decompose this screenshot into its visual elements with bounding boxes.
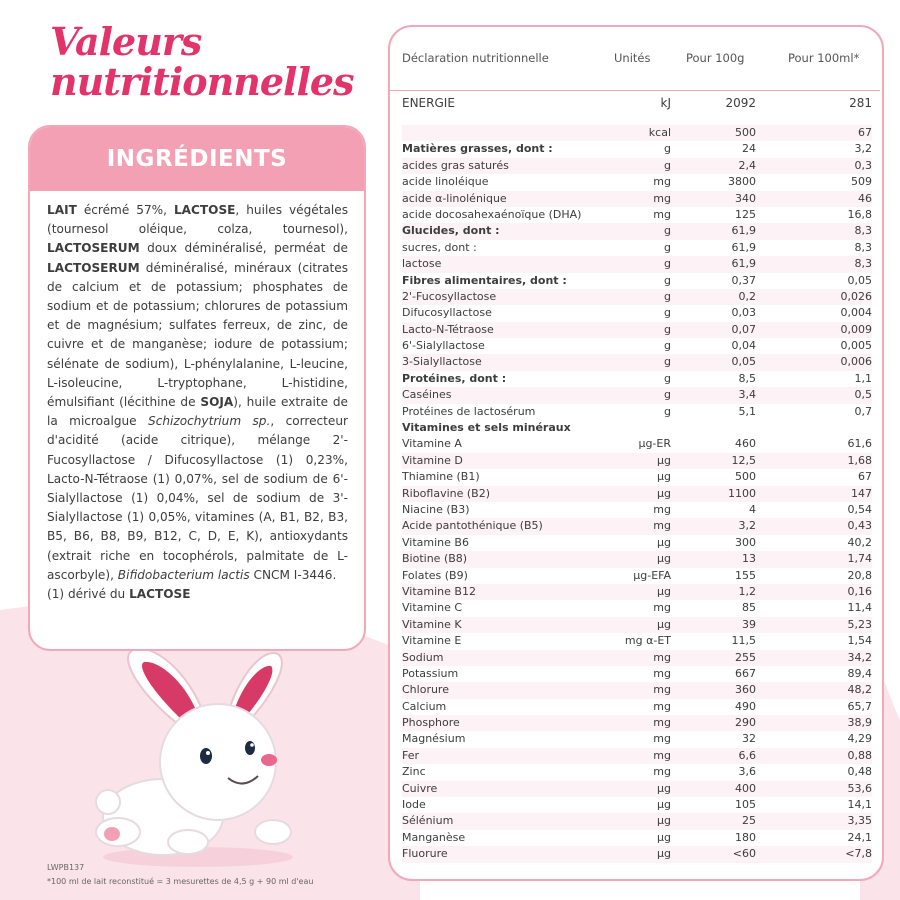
cell-per-100ml: 0,009 (840, 322, 872, 336)
header-100g: Pour 100g (686, 51, 745, 65)
ingredient-text: , huiles végétales (tournesol oléique, colza, tournesol), (47, 203, 348, 237)
cell-per-100g: 5,1 (738, 404, 756, 418)
table-row (402, 731, 872, 747)
ingredient-text: , correcteur d'acidité (acide citrique), mélange 2'-Fucosyllactose / Difucosyllactose (1) 0,23%, Lacto-N-Tétraose (1) 0,07%, sel de sodium de 6'-Sialyllactose (1) 0,04%, sel de sodium de 3'-Sialyllactose (1) 0,05%, vitamines (A, B1, B2, B3, B5, B6, B8, B9, B12, C, D, E, K), antioxydants (extrait riche en tocophérols, palmitate de L-ascorbyle), (47, 414, 348, 582)
cell-per-100g: 24 (742, 142, 756, 156)
cell-per-100ml: 0,88 (847, 748, 872, 762)
cell-per-100ml: 67 (858, 126, 872, 139)
row-shade (402, 715, 872, 731)
cell-nutrient: Niacine (B3) (402, 502, 470, 516)
table-row (402, 617, 872, 633)
cell-nutrient: 2'-Fucosyllactose (402, 289, 497, 303)
cell-nutrient: Potassium (402, 666, 459, 680)
ingredient-bold: LACTOSE (173, 203, 236, 217)
cell-unit: µg (657, 453, 671, 467)
title-line-1: Valeurs (50, 19, 202, 64)
cell-per-100g: 3800 (728, 175, 756, 189)
cell-per-100g: 39 (742, 617, 756, 631)
cell-unit: kJ (660, 96, 671, 110)
cell-nutrient: acides gras saturés (402, 158, 509, 172)
cell-per-100ml: <7,8 (845, 847, 872, 861)
title-line-2: nutritionnelles (50, 59, 354, 104)
cell-unit: g (664, 257, 671, 271)
page-title (50, 19, 354, 104)
row-shade (402, 453, 872, 469)
ingredient-text: CNCM I-3446. (249, 567, 337, 582)
cell-unit: g (664, 240, 671, 254)
cell-nutrient: lactose (402, 257, 442, 271)
cell-unit: µg (657, 847, 671, 861)
cell-per-100ml: 0,004 (840, 306, 872, 320)
cell-per-100ml: 1,1 (854, 371, 872, 385)
cell-nutrient: Vitamine B6 (402, 535, 469, 549)
cell-per-100ml: 16,8 (847, 207, 872, 221)
cell-unit: kcal (648, 126, 671, 139)
cell-nutrient: Cuivre (402, 781, 438, 795)
cell-per-100g: 180 (735, 830, 756, 844)
cell-unit: g (664, 371, 671, 385)
table-row (402, 666, 872, 682)
cell-unit: mg (653, 683, 671, 697)
ingredient-bold: SOJA (200, 395, 234, 410)
row-shade (402, 846, 872, 862)
cell-nutrient: Difucosyllactose (402, 306, 492, 320)
cell-per-100ml: 0,005 (840, 339, 872, 353)
table-row (402, 404, 872, 420)
nutrition-table-card (388, 25, 884, 881)
cell-nutrient: Vitamine A (402, 437, 462, 451)
row-shade (402, 617, 872, 633)
cell-per-100ml: 53,6 (847, 781, 872, 795)
cell-per-100ml: 89,4 (847, 666, 872, 680)
ingredient-text: doux déminéralisé, perméat de (139, 241, 348, 256)
cell-unit: g (664, 273, 671, 287)
cell-per-100g: 155 (735, 568, 756, 582)
cell-per-100g: 3,2 (738, 519, 756, 533)
ingredients-paragraph (47, 201, 348, 585)
cell-per-100ml: 48,2 (847, 683, 872, 697)
cell-unit: mg (653, 732, 671, 746)
cell-nutrient: ENERGIE (402, 96, 455, 110)
cell-unit: mg (653, 650, 671, 664)
cell-nutrient: Fibres alimentaires, dont : (402, 273, 567, 287)
table-row (402, 584, 872, 600)
cell-unit: mg (653, 601, 671, 615)
cell-unit: mg (653, 191, 671, 205)
table-row (402, 158, 872, 174)
note-prefix: (1) dérivé du (47, 587, 130, 602)
cell-per-100ml: 0,16 (847, 584, 872, 598)
cell-per-100g: 500 (735, 470, 756, 484)
note-bold: LACTOSE (129, 587, 191, 602)
table-row (402, 813, 872, 829)
cell-per-100ml: 34,2 (847, 650, 872, 664)
cell-unit: g (664, 224, 671, 238)
table-row (402, 96, 872, 125)
cell-per-100g: 3,6 (738, 765, 756, 779)
cell-nutrient: Magnésium (402, 732, 466, 746)
cell-unit: g (664, 306, 671, 320)
cell-per-100ml: 3,35 (847, 814, 872, 828)
row-shade (402, 813, 872, 829)
cell-unit: µg (657, 617, 671, 631)
cell-unit: µg-EFA (633, 568, 671, 582)
cell-per-100g: 490 (735, 699, 756, 713)
cell-unit: µg-ER (638, 437, 671, 451)
cell-nutrient: Caséines (402, 388, 452, 402)
cell-per-100g: 500 (735, 126, 756, 139)
table-row (402, 715, 872, 731)
header-unit: Unités (614, 51, 651, 65)
table-row (402, 354, 872, 370)
cell-per-100ml: 5,23 (847, 617, 872, 631)
row-shade (402, 551, 872, 567)
cell-nutrient: Vitamine C (402, 601, 463, 615)
table-row (402, 781, 872, 797)
header-divider (390, 90, 880, 91)
table-row (402, 764, 872, 780)
cell-nutrient: Glucides, dont : (402, 224, 500, 238)
cell-nutrient: Biotine (B8) (402, 552, 468, 566)
cell-nutrient: sucres, dont : (402, 240, 477, 254)
cell-per-100ml: 0,7 (854, 404, 872, 418)
table-row (402, 846, 872, 862)
cell-nutrient: Lacto-N-Tétraose (402, 322, 494, 336)
table-row (402, 125, 872, 141)
cell-unit: g (664, 322, 671, 336)
ingredients-note (47, 585, 348, 604)
cell-per-100ml: 147 (851, 486, 872, 500)
table-row (402, 633, 872, 649)
ingredients-card (28, 125, 366, 651)
cell-per-100ml: 11,4 (847, 601, 872, 615)
cell-nutrient: acide linoléique (402, 175, 489, 189)
cell-unit: g (664, 404, 671, 418)
cell-nutrient: Protéines, dont : (402, 371, 507, 385)
cell-nutrient: Fluorure (402, 847, 448, 861)
table-row (402, 486, 872, 502)
ingredients-text (30, 191, 364, 604)
table-row (402, 256, 872, 272)
cell-per-100ml: 20,8 (847, 568, 872, 582)
cell-per-100g: 61,9 (731, 240, 756, 254)
cell-nutrient: Vitamine B12 (402, 584, 476, 598)
ingredients-heading: INGRÉDIENTS (106, 146, 288, 172)
table-row (402, 420, 872, 436)
product-code: LWPB137 (47, 863, 85, 872)
cell-per-100g: 667 (735, 666, 756, 680)
table-row (402, 174, 872, 190)
cell-per-100g: 0,07 (731, 322, 756, 336)
table-row (402, 797, 872, 813)
table-row (402, 682, 872, 698)
ingredient-bold: LAIT (47, 203, 77, 217)
table-row (402, 240, 872, 256)
cell-nutrient: Fer (402, 748, 420, 762)
cell-per-100ml: 67 (858, 470, 872, 484)
cell-per-100ml: 4,29 (847, 732, 872, 746)
cell-per-100g: 2092 (725, 96, 756, 110)
cell-per-100ml: 281 (849, 96, 872, 110)
cell-per-100g: 0,03 (731, 306, 756, 320)
footnote: *100 ml de lait reconstitué = 3 mesurettes de 4,5 g + 90 ml d'eau (47, 877, 314, 886)
cell-nutrient: 3-Sialyllactose (402, 355, 482, 369)
cell-unit: µg (657, 552, 671, 566)
table-row (402, 305, 872, 321)
row-shade (402, 650, 872, 666)
cell-per-100ml: 0,54 (847, 502, 872, 516)
cell-per-100g: 255 (735, 650, 756, 664)
ingredient-italic: Schizochytrium sp. (148, 414, 271, 429)
table-row (402, 207, 872, 223)
cell-unit: mg (653, 175, 671, 189)
cell-per-100ml: 8,3 (854, 240, 872, 254)
cell-nutrient: Vitamine E (402, 634, 462, 648)
cell-nutrient: Sélénium (402, 814, 454, 828)
cell-nutrient: Vitamine K (402, 617, 462, 631)
cell-nutrient: Chlorure (402, 683, 449, 697)
cell-per-100g: 300 (735, 535, 756, 549)
table-row (402, 699, 872, 715)
cell-per-100ml: 1,74 (847, 552, 872, 566)
cell-unit: g (664, 142, 671, 156)
cell-per-100g: 25 (742, 814, 756, 828)
table-row (402, 273, 872, 289)
table-row (402, 551, 872, 567)
cell-unit: g (664, 289, 671, 303)
cell-per-100g: 4 (749, 502, 756, 516)
ingredient-bold: LACTOSERUM (47, 241, 140, 256)
row-shade (402, 682, 872, 698)
cell-nutrient: acide α-linolénique (402, 191, 507, 205)
cell-nutrient: Acide pantothénique (B5) (402, 519, 543, 533)
cell-per-100ml: 509 (851, 175, 872, 189)
cell-unit: g (664, 158, 671, 172)
ingredient-text: ), huile extraite de la microalgue (47, 395, 348, 429)
cell-unit: µg (657, 535, 671, 549)
cell-per-100ml: 46 (858, 191, 872, 205)
table-row (402, 650, 872, 666)
cell-per-100g: 290 (735, 716, 756, 730)
table-row (402, 289, 872, 305)
bunny-illustration (78, 632, 328, 882)
cell-per-100g: 360 (735, 683, 756, 697)
cell-per-100ml: 0,3 (854, 158, 872, 172)
cell-per-100g: 1100 (728, 486, 756, 500)
cell-nutrient: Riboflavine (B2) (402, 486, 491, 500)
cell-per-100g: 6,6 (738, 748, 756, 762)
cell-per-100g: 340 (735, 191, 756, 205)
cell-unit: g (664, 355, 671, 369)
cell-unit: mg (653, 699, 671, 713)
cell-per-100g: 11,5 (731, 634, 756, 648)
cell-unit: mg (653, 765, 671, 779)
header-100ml: Pour 100ml* (788, 51, 860, 65)
cell-nutrient: acide docosahexaénoïque (DHA) (402, 207, 582, 221)
cell-unit: mg (653, 748, 671, 762)
nutrition-rows (402, 96, 872, 863)
cell-per-100ml: 1,54 (847, 634, 872, 648)
table-row (402, 191, 872, 207)
cell-per-100g: 8,5 (738, 371, 756, 385)
cell-nutrient: Thiamine (B1) (402, 470, 480, 484)
cell-per-100g: 400 (735, 781, 756, 795)
cell-nutrient: Manganèse (402, 830, 466, 844)
table-row (402, 469, 872, 485)
cell-per-100g: 32 (742, 732, 756, 746)
cell-unit: µg (657, 781, 671, 795)
cell-unit: mg (653, 502, 671, 516)
cell-nutrient: 6'-Sialyllactose (402, 339, 485, 353)
table-row (402, 436, 872, 452)
cell-unit: µg (657, 814, 671, 828)
table-row (402, 223, 872, 239)
cell-per-100ml: 0,05 (847, 273, 872, 287)
cell-nutrient: Phosphore (402, 716, 460, 730)
cell-per-100ml: 38,9 (847, 716, 872, 730)
cell-unit: mg (653, 207, 671, 221)
table-row (402, 387, 872, 403)
cell-per-100g: 125 (735, 207, 756, 221)
cell-unit: g (664, 339, 671, 353)
table-row (402, 322, 872, 338)
table-row (402, 518, 872, 534)
cell-unit: mg (653, 519, 671, 533)
cell-per-100g: 61,9 (731, 257, 756, 271)
ingredient-text: écrémé 57%, (76, 203, 174, 217)
cell-nutrient: Protéines de lactosérum (402, 404, 536, 418)
cell-unit: µg (657, 798, 671, 812)
cell-per-100g: 13 (742, 552, 756, 566)
cell-per-100g: 12,5 (731, 453, 756, 467)
table-row (402, 600, 872, 616)
cell-nutrient: Vitamine D (402, 453, 463, 467)
cell-nutrient: Calcium (402, 699, 447, 713)
cell-per-100ml: 3,2 (854, 142, 872, 156)
row-shade (402, 748, 872, 764)
cell-unit: µg (657, 584, 671, 598)
row-shade (402, 387, 872, 403)
cell-nutrient: Sodium (402, 650, 444, 664)
cell-unit: µg (657, 470, 671, 484)
cell-unit: mg α-ET (624, 634, 671, 648)
cell-per-100ml: 8,3 (854, 257, 872, 271)
ingredient-italic: Bifidobacterium lactis (117, 567, 250, 582)
cell-per-100ml: 0,026 (840, 289, 872, 303)
cell-nutrient: Vitamines et sels minéraux (402, 421, 571, 435)
table-row (402, 568, 872, 584)
cell-per-100ml: 0,5 (854, 388, 872, 402)
cell-per-100ml: 8,3 (854, 224, 872, 238)
cell-per-100g: 0,05 (731, 355, 756, 369)
cell-nutrient: Folates (B9) (402, 568, 468, 582)
cell-per-100g: 1,2 (738, 584, 756, 598)
cell-nutrient: Matières grasses, dont : (402, 142, 553, 156)
table-header (402, 47, 870, 73)
cell-unit: µg (657, 486, 671, 500)
row-shade (402, 256, 872, 272)
header-name: Déclaration nutritionnelle (402, 51, 549, 65)
cell-per-100g: 105 (735, 798, 756, 812)
cell-per-100g: <60 (732, 847, 756, 861)
table-row (402, 830, 872, 846)
row-shade (402, 125, 872, 141)
cell-per-100g: 61,9 (731, 224, 756, 238)
table-row (402, 535, 872, 551)
table-row (402, 748, 872, 764)
cell-per-100ml: 65,7 (847, 699, 872, 713)
cell-per-100ml: 61,6 (847, 437, 872, 451)
cell-per-100ml: 1,68 (847, 453, 872, 467)
cell-per-100ml: 0,43 (847, 519, 872, 533)
ingredient-text: déminéralisé, minéraux (citrates de calcium et de potassium; phosphates de sodium et de potassium; chlorures de potassium et de magnésium; sulfates ferreux, de zinc, de cuivre et de manganèse; iodure de potassium; sélénate de sodium), L-phénylalanine, L-leucine, L-isoleucine, L-tryptophane, L-histidine, émulsifiant (lécithine de (47, 260, 348, 410)
cell-nutrient: Zinc (402, 765, 426, 779)
row-shade (402, 781, 872, 797)
table-row (402, 371, 872, 387)
ingredients-header (30, 127, 364, 191)
cell-unit: µg (657, 830, 671, 844)
cell-per-100g: 85 (742, 601, 756, 615)
cell-per-100g: 2,4 (738, 158, 756, 172)
cell-per-100ml: 24,1 (847, 830, 872, 844)
cell-per-100ml: 40,2 (847, 535, 872, 549)
table-row (402, 338, 872, 354)
cell-per-100g: 3,4 (738, 388, 756, 402)
cell-per-100ml: 0,48 (847, 765, 872, 779)
cell-per-100g: 0,04 (731, 339, 756, 353)
table-row (402, 141, 872, 157)
ingredient-bold: LACTOSERUM (47, 260, 140, 275)
table-row (402, 502, 872, 518)
cell-per-100g: 0,37 (731, 273, 756, 287)
cell-unit: g (664, 388, 671, 402)
cell-per-100ml: 14,1 (847, 798, 872, 812)
cell-unit: mg (653, 666, 671, 680)
cell-nutrient: Iode (402, 798, 426, 812)
cell-unit: mg (653, 716, 671, 730)
cell-per-100ml: 0,006 (840, 355, 872, 369)
cell-per-100g: 460 (735, 437, 756, 451)
cell-per-100g: 0,2 (738, 289, 756, 303)
table-row (402, 453, 872, 469)
